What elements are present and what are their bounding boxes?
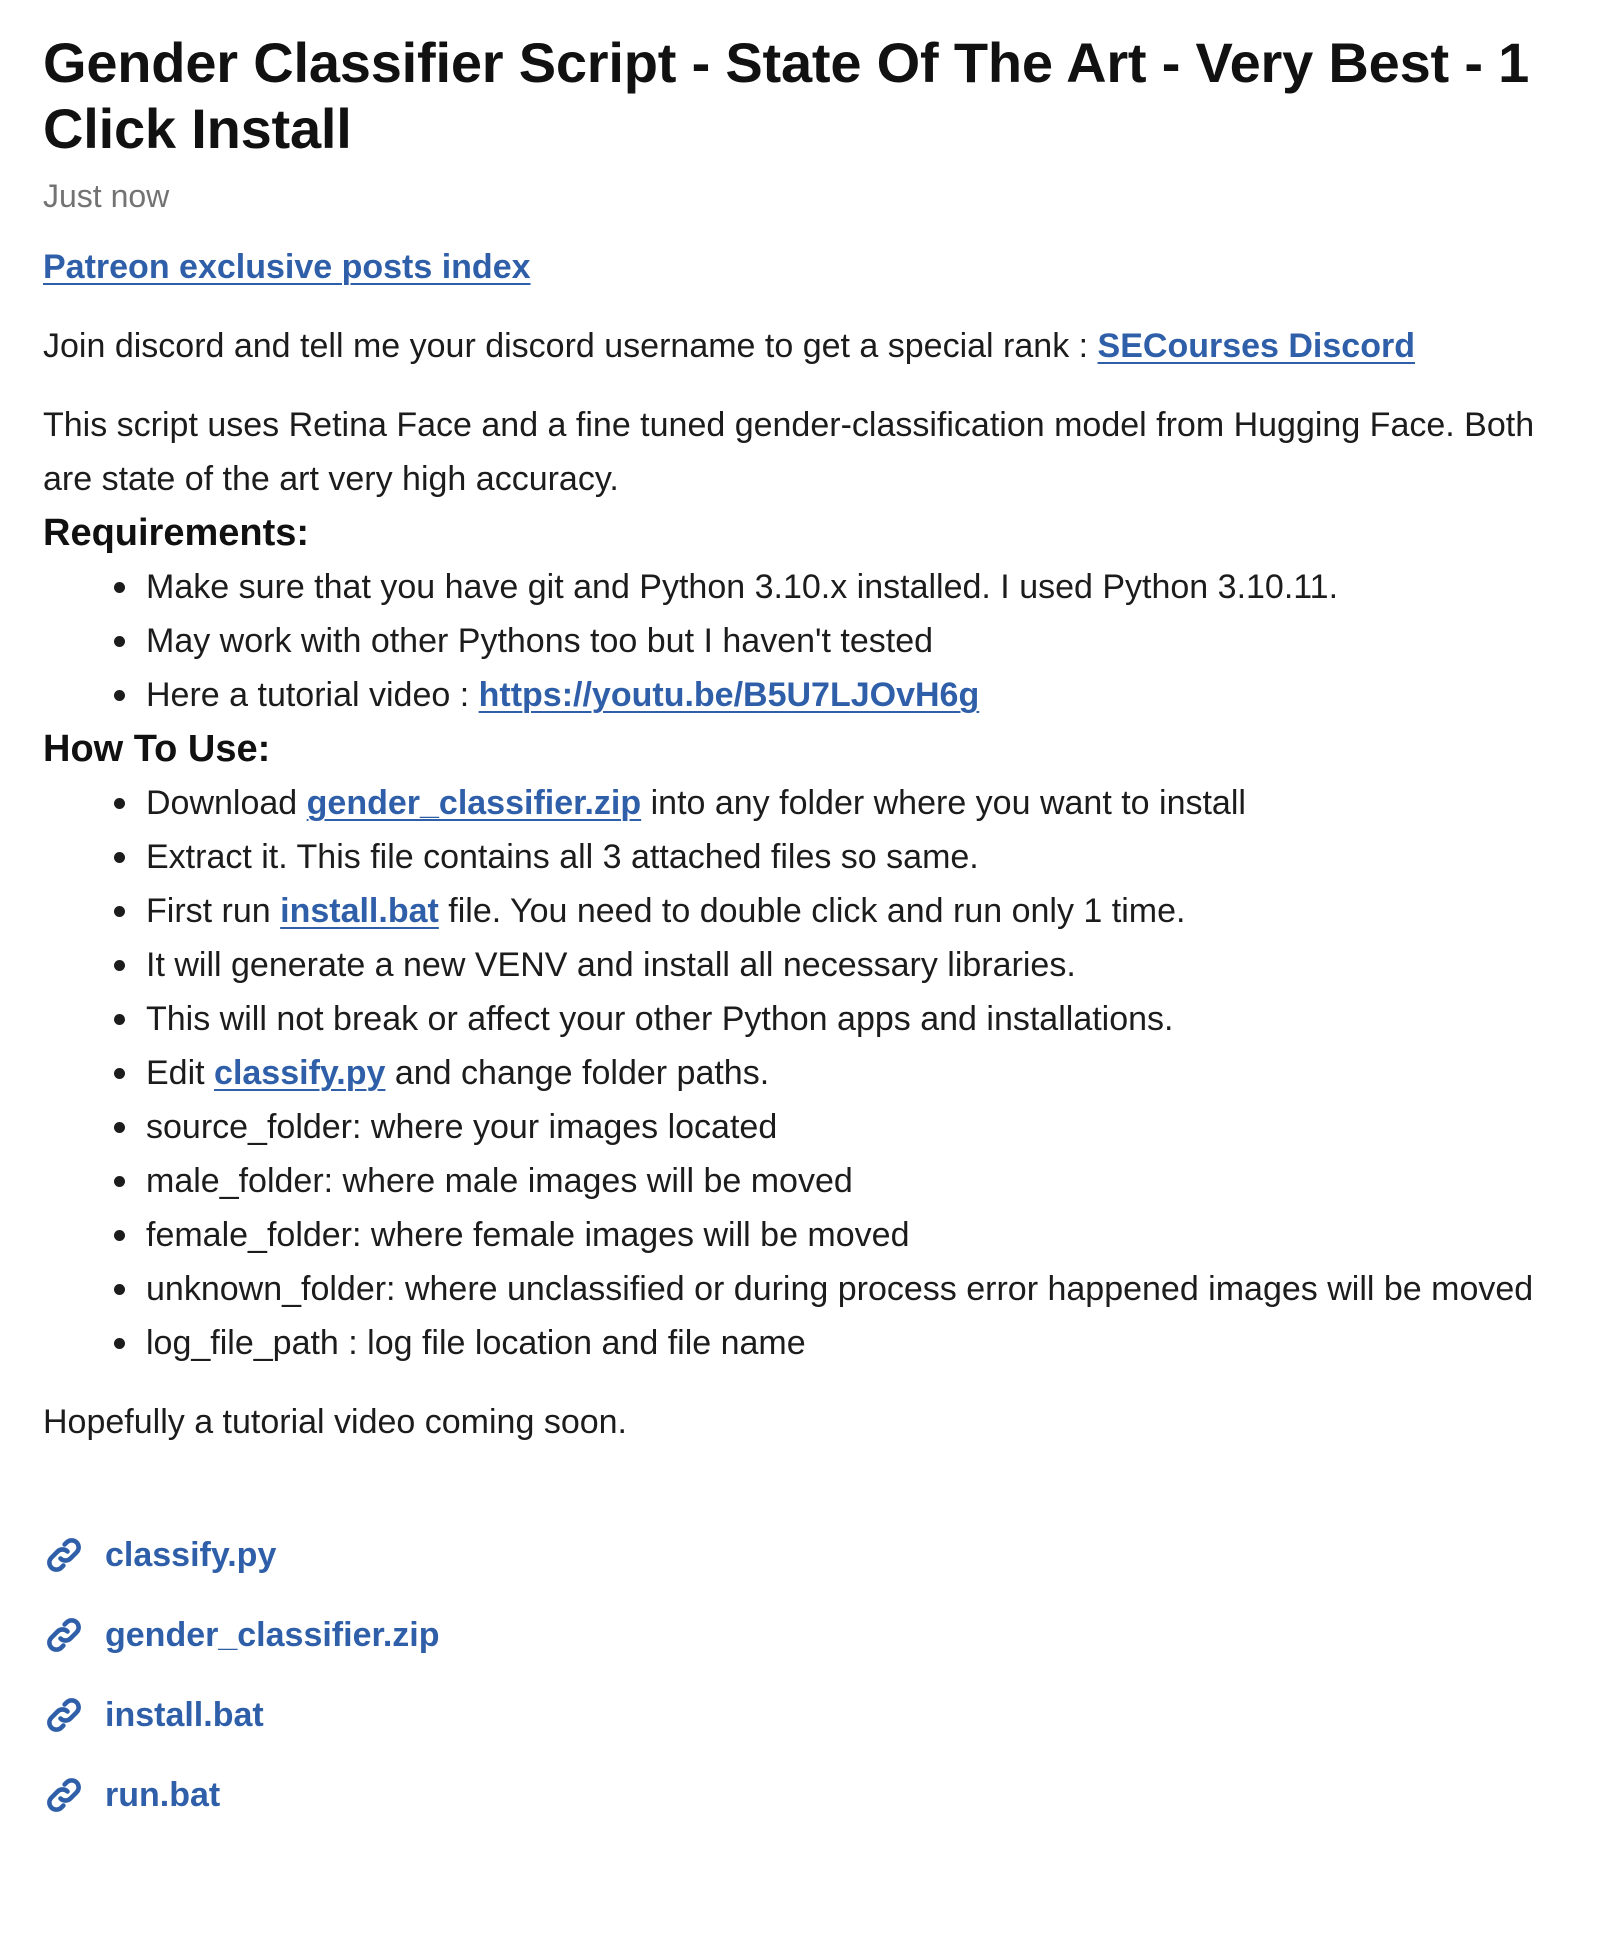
list-item: Make sure that you have git and Python 3.10.x installed. I used Python 3.10.11.: [146, 560, 1580, 614]
paperclip-icon: [43, 1614, 85, 1656]
attachment-run-bat[interactable]: [43, 1755, 1580, 1835]
discord-link[interactable]: SECourses Discord: [1097, 327, 1415, 365]
list-item: It will generate a new VENV and install all necessary libraries.: [146, 938, 1580, 992]
download-pre-text: Download: [146, 784, 307, 822]
list-item: Extract it. This file contains all 3 attached files so same.: [146, 830, 1580, 884]
list-item: source_folder: where your images located: [146, 1100, 1580, 1154]
list-item: [146, 1046, 1580, 1100]
classify-py-link[interactable]: classify.py: [214, 1054, 386, 1092]
how-to-use-heading: How To Use:: [43, 728, 271, 770]
post-timestamp: Just now: [43, 178, 170, 214]
run-pre-text: First run: [146, 892, 281, 930]
tutorial-text: Here a tutorial video :: [146, 676, 479, 714]
list-item: This will not break or affect your other Python apps and installations.: [146, 992, 1580, 1046]
edit-post-text: and change folder paths.: [385, 1054, 770, 1092]
list-item: unknown_folder: where unclassified or during process error happened images will be moved: [146, 1262, 1580, 1316]
run-post-text: file. You need to double click and run only 1 time.: [438, 892, 1186, 930]
how-to-use-list: [43, 776, 1580, 1370]
index-paragraph: [43, 240, 1580, 294]
attachments-list: [43, 1515, 1580, 1835]
attachment-name: run.bat: [105, 1775, 221, 1814]
requirements-heading: Requirements:: [43, 512, 310, 554]
install-bat-link[interactable]: install.bat: [280, 892, 439, 930]
outro-paragraph: Hopefully a tutorial video coming soon.: [43, 1403, 627, 1441]
edit-pre-text: Edit: [146, 1054, 215, 1092]
intro-paragraph: This script uses Retina Face and a fine tuned gender-classification model from Hugging Face. Both are state of the art very high accuracy.: [43, 406, 1535, 498]
attachment-name: classify.py: [105, 1535, 277, 1574]
posts-index-link[interactable]: Patreon exclusive posts index: [43, 248, 531, 286]
list-item: [146, 776, 1580, 830]
paperclip-icon: [43, 1774, 85, 1816]
attachment-install-bat[interactable]: [43, 1675, 1580, 1755]
tutorial-video-link[interactable]: https://youtu.be/B5U7LJOvH6g: [478, 676, 980, 714]
attachment-gender-classifier-zip[interactable]: [43, 1595, 1580, 1675]
list-item: [146, 668, 1580, 722]
attachment-name: install.bat: [105, 1695, 264, 1734]
post-title: Gender Classifier Script - State Of The Art - Very Best - 1 Click Install: [43, 31, 1530, 160]
discord-paragraph: [43, 319, 1580, 373]
attachment-classify-py[interactable]: [43, 1515, 1580, 1595]
list-item: female_folder: where female images will be moved: [146, 1208, 1580, 1262]
discord-text: Join discord and tell me your discord username to get a special rank :: [43, 327, 1098, 365]
gender-classifier-zip-link[interactable]: gender_classifier.zip: [306, 784, 642, 822]
paperclip-icon: [43, 1534, 85, 1576]
attachment-name: gender_classifier.zip: [105, 1615, 440, 1654]
list-item: [146, 884, 1580, 938]
list-item: log_file_path : log file location and file name: [146, 1316, 1580, 1370]
download-post-text: into any folder where you want to install: [641, 784, 1246, 822]
requirements-list: [43, 560, 1580, 722]
list-item: male_folder: where male images will be moved: [146, 1154, 1580, 1208]
paperclip-icon: [43, 1694, 85, 1736]
list-item: May work with other Pythons too but I haven't tested: [146, 614, 1580, 668]
